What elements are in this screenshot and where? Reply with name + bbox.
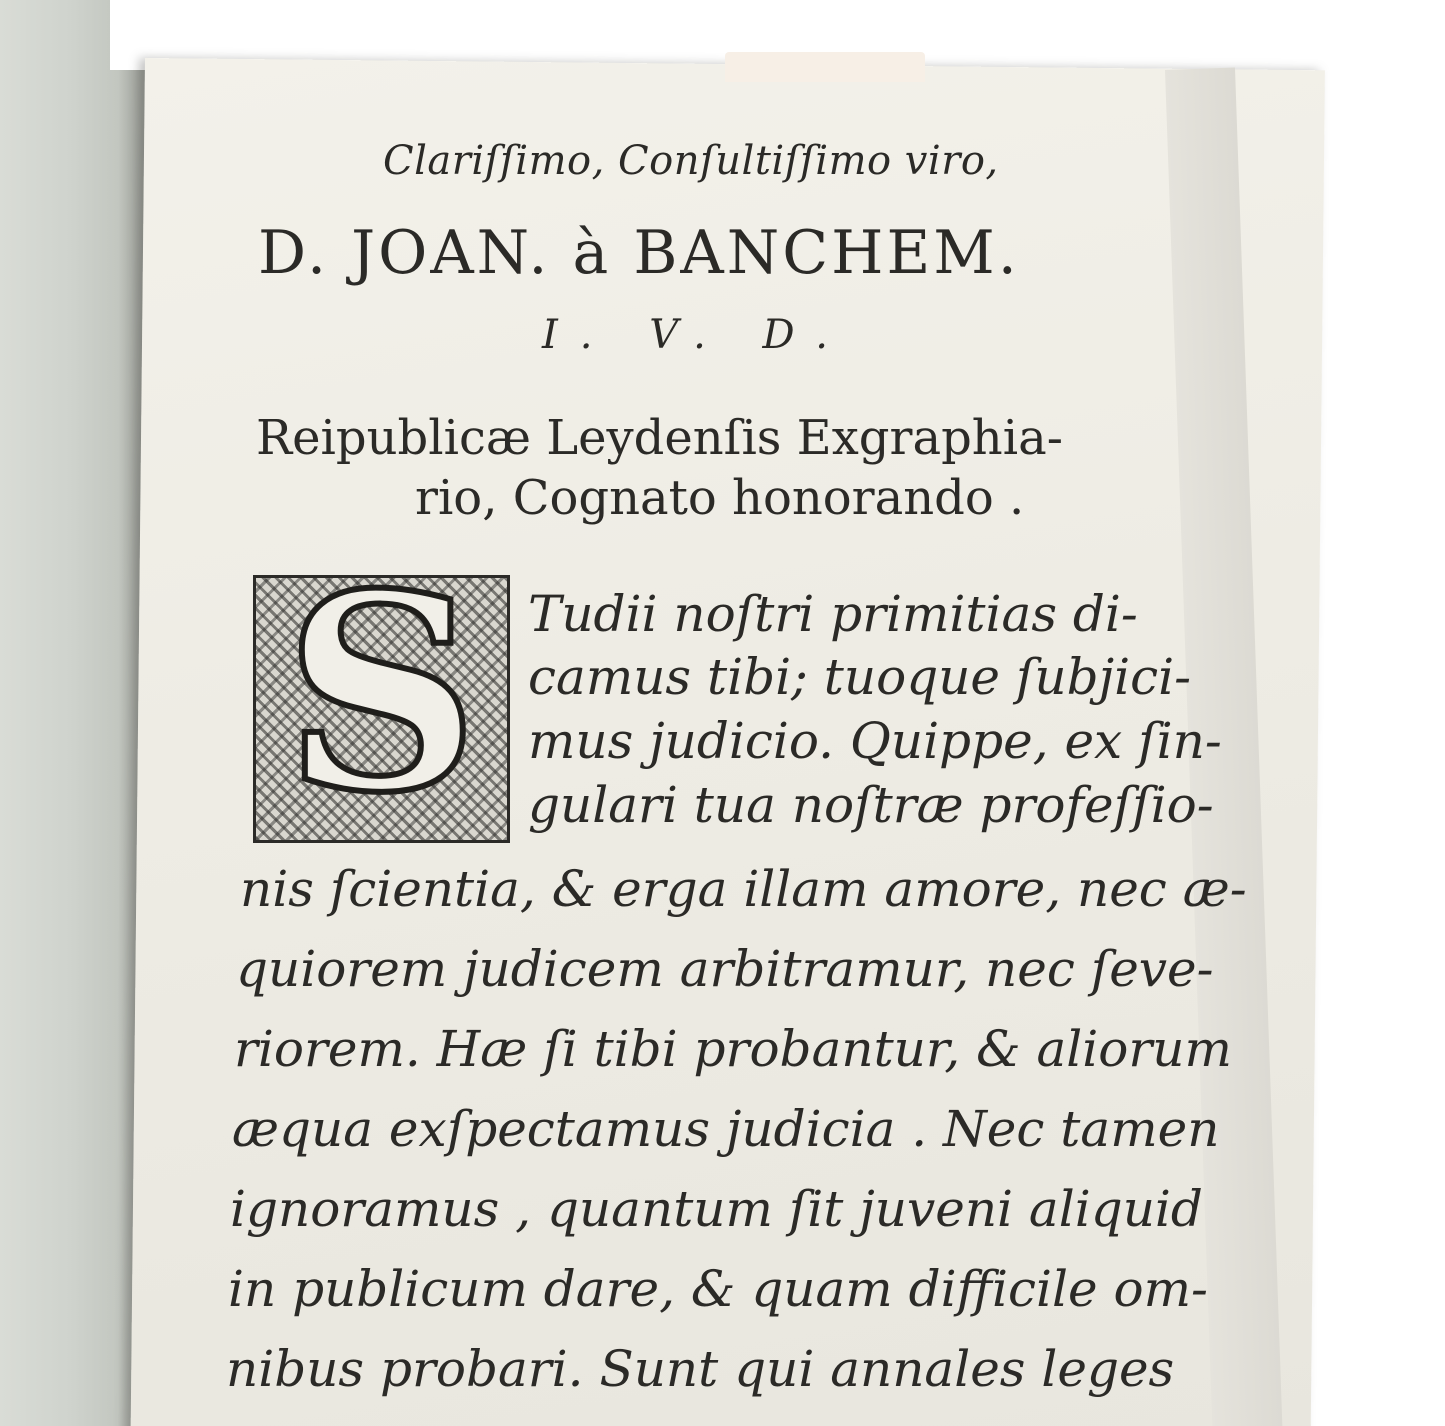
body-line: nibus probari. Sunt qui annales leges bbox=[226, 1340, 1175, 1398]
body-line: camus tibi; tuoque ſubjici- bbox=[528, 648, 1191, 706]
body-line: nis ſcientia, & erga illam amore, nec æ- bbox=[240, 860, 1247, 918]
body-line: in publicum dare, & quam difficile om- bbox=[228, 1260, 1208, 1318]
dedication-line-4: Reipublicæ Leydenſis Exgraphia- bbox=[256, 410, 1063, 466]
body-line: gulari tua noſtræ profeſſio- bbox=[528, 776, 1214, 834]
decorated-initial bbox=[253, 575, 510, 843]
body-line: riorem. Hæ ſi tibi probantur, & aliorum bbox=[234, 1020, 1232, 1078]
body-line: Tudii noſtri primitias di- bbox=[528, 585, 1138, 643]
body-line: ignoramus , quantum ſit juveni aliquid bbox=[230, 1180, 1203, 1238]
body-line: æqua exſpectamus judicia . Nec tamen bbox=[232, 1100, 1220, 1158]
body-line: mus judicio. Quippe, ex ſin- bbox=[528, 712, 1222, 770]
dedication-line-1: Clariſſimo, Conſultiſſimo viro, bbox=[383, 138, 999, 184]
dedication-name: D. JOAN. à BANCHEM. bbox=[258, 218, 1020, 288]
dedication-degree: I. V. D. bbox=[542, 312, 850, 358]
body-line: quiorem judicem arbitramur, nec ſeve- bbox=[236, 940, 1214, 998]
initial-letter: S bbox=[284, 575, 479, 843]
torn-page-notch bbox=[725, 52, 925, 82]
dedication-line-5: rio, Cognato honorando . bbox=[415, 470, 1025, 526]
